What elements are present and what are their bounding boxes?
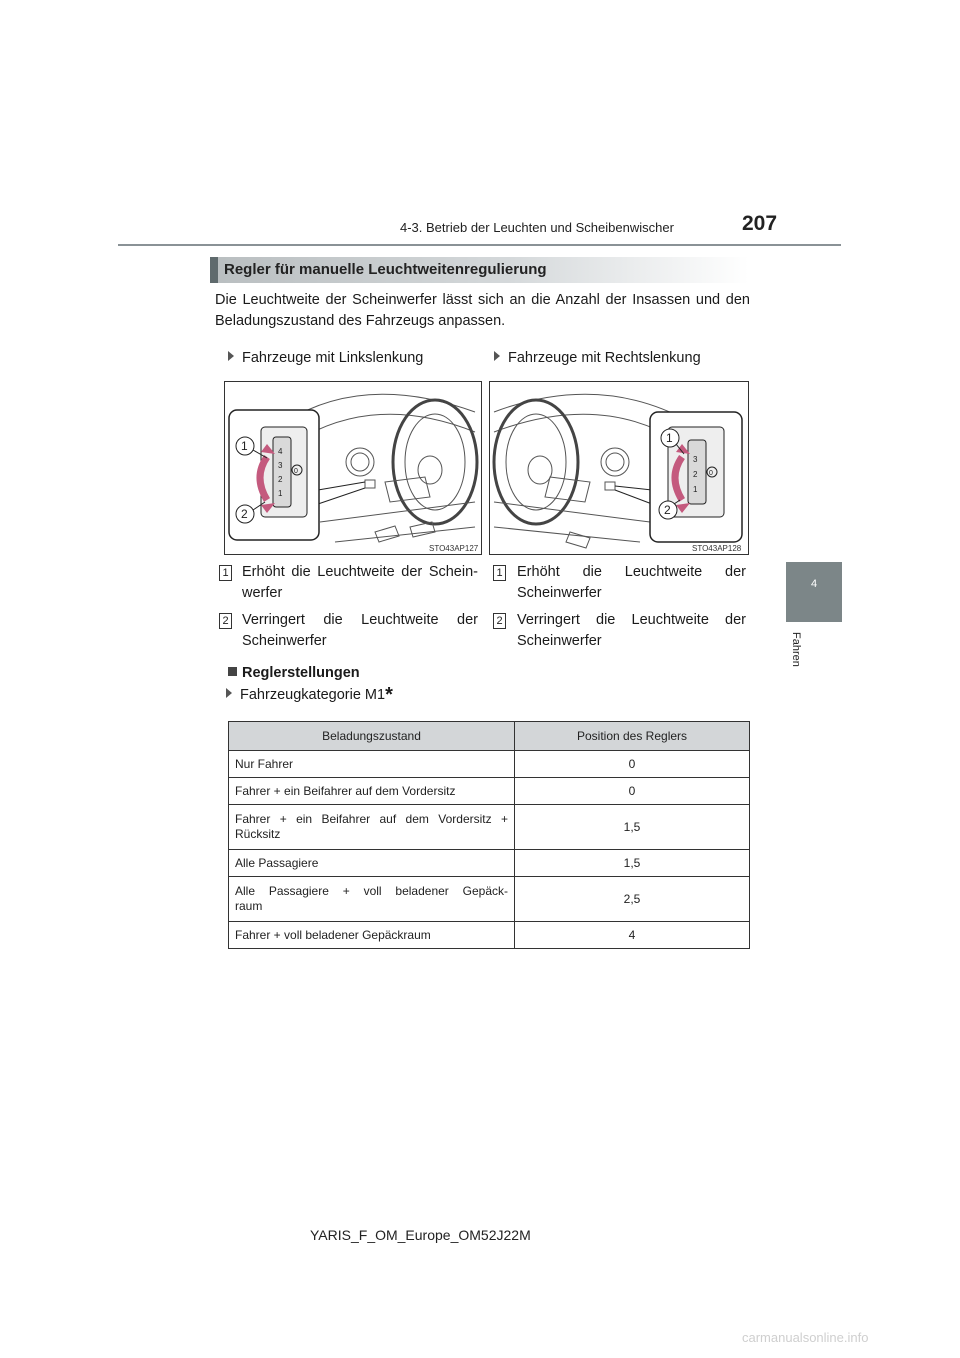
triangle-bullet-icon [226, 688, 232, 698]
left-dial-mark-0: 0 [294, 468, 298, 475]
table-cell-load-text: Fahrer + ein Beifahrer auf dem Vordersitz [235, 783, 456, 798]
table-cell-load [229, 751, 515, 778]
settings-table [228, 721, 750, 949]
vehicle-category-text: Fahrzeugkategorie M1 [240, 687, 386, 703]
right-hand-drive-figure [489, 381, 749, 555]
table-cell-position: 1,5 [515, 805, 750, 850]
table-header-row [229, 722, 750, 751]
table-row [229, 805, 750, 850]
left-item-1 [242, 562, 478, 604]
intro-paragraph: Die Leuchtweite der Scheinwerfer lässt sich an die Anzahl der Insassen und den Beladungszustand des Fahrzeugs anpassen. [215, 292, 750, 329]
section-title: Regler für manuelle Leuchtweitenregulierung [224, 261, 547, 278]
table-cell-position: 4 [515, 922, 750, 949]
table-cell-load-text: Nur Fahrer [235, 756, 294, 771]
right-item-2-number: 2 [493, 613, 506, 629]
right-item-1-line-2: Scheinwerfer [517, 585, 602, 601]
left-item-2-line-1: Verringert die Leuchtweite der [242, 612, 478, 628]
right-figure-code: STO43AP128 [692, 544, 742, 553]
left-item-1-number: 1 [219, 565, 232, 581]
left-panel-heading-text: Fahrzeuge mit Linkslenkung [242, 350, 424, 366]
left-item-1-line-2: werfer [242, 585, 283, 601]
dashboard-illustration-left [225, 382, 481, 554]
right-item-2 [517, 610, 746, 652]
table-cell-position: 2,5 [515, 877, 750, 922]
table-cell-load [229, 778, 515, 805]
left-callout-1: 1 [241, 439, 248, 453]
right-panel-heading [494, 350, 701, 366]
footer-document-code: YARIS_F_OM_Europe_OM52J22M [310, 1227, 531, 1243]
right-item-2-line-1: Verringert die Leuchtweite der [517, 612, 746, 628]
table-row [229, 850, 750, 877]
chapter-tab-number: 4 [810, 578, 818, 590]
right-dial-mark-3: 3 [693, 455, 698, 464]
vehicle-category-heading [226, 684, 393, 706]
left-hand-drive-figure [224, 381, 482, 555]
left-figure-code: STO43AP127 [429, 544, 479, 553]
table-cell-load-line-2: raum [235, 899, 263, 913]
right-panel-heading-text: Fahrzeuge mit Rechtslenkung [508, 350, 701, 366]
right-item-1 [517, 562, 746, 604]
table-row [229, 922, 750, 949]
table-cell-load [229, 805, 515, 850]
table-cell-load-line-1: Fahrer + ein Beifahrer auf dem Vordersitz + [235, 812, 508, 826]
table-cell-position: 0 [515, 751, 750, 778]
left-dial-mark-2: 2 [278, 475, 283, 484]
table-cell-load [229, 922, 515, 949]
left-dial-mark-4: 4 [278, 447, 283, 456]
settings-heading-text: Reglerstellungen [242, 665, 360, 681]
left-dial-mark-3: 3 [278, 461, 283, 470]
square-bullet-icon [228, 667, 237, 676]
left-callout-2: 2 [241, 507, 248, 521]
left-panel-heading [228, 350, 423, 366]
table-cell-position: 0 [515, 778, 750, 805]
triangle-bullet-icon [494, 351, 500, 361]
chapter-tab-label [780, 632, 810, 672]
right-callout-1: 1 [666, 431, 673, 445]
right-dial-mark-0: 0 [709, 470, 713, 477]
right-item-1-number: 1 [493, 565, 506, 581]
running-header-section: 4-3. Betrieb der Leuchten und Scheibenwischer [400, 220, 674, 235]
table-cell-load-line-1: Alle Passagiere + voll beladener Gepäck- [235, 884, 508, 898]
right-dial-mark-2: 2 [693, 470, 698, 479]
table-header-position: Position des Reglers [515, 722, 750, 751]
table-cell-load [229, 850, 515, 877]
page-number: 207 [742, 212, 778, 235]
dashboard-illustration-right [490, 382, 748, 554]
settings-heading [228, 665, 360, 681]
left-item-2 [242, 610, 478, 652]
table-cell-load-text: Fahrer + voll beladener Gepäckraum [235, 927, 431, 942]
header-rule [118, 244, 841, 246]
right-dial-mark-1: 1 [693, 485, 698, 494]
table-cell-load [229, 877, 515, 922]
table-cell-load-line-2: Rücksitz [235, 827, 281, 841]
triangle-bullet-icon [228, 351, 234, 361]
table-row [229, 877, 750, 922]
vehicle-category-footnote-mark: * [385, 684, 393, 706]
table-cell-position: 1,5 [515, 850, 750, 877]
section-header-marker [210, 257, 218, 283]
left-dial-mark-1: 1 [278, 489, 283, 498]
table-row [229, 778, 750, 805]
chapter-tab-label-text: Fahren [790, 632, 802, 667]
left-item-2-line-2: Scheinwerfer [242, 633, 327, 649]
right-item-2-line-2: Scheinwerfer [517, 633, 602, 649]
right-callout-2: 2 [664, 503, 671, 517]
table-row [229, 751, 750, 778]
left-item-2-number: 2 [219, 613, 232, 629]
watermark: carmanualsonline.info [742, 1330, 869, 1345]
table-header-load: Beladungszustand [229, 722, 515, 751]
table-cell-load-text: Alle Passagiere [235, 855, 319, 870]
left-item-1-line-1: Erhöht die Leuchtweite der Schein- [242, 564, 478, 580]
chapter-tab [786, 562, 842, 622]
right-item-1-line-1: Erhöht die Leuchtweite der [517, 564, 746, 580]
